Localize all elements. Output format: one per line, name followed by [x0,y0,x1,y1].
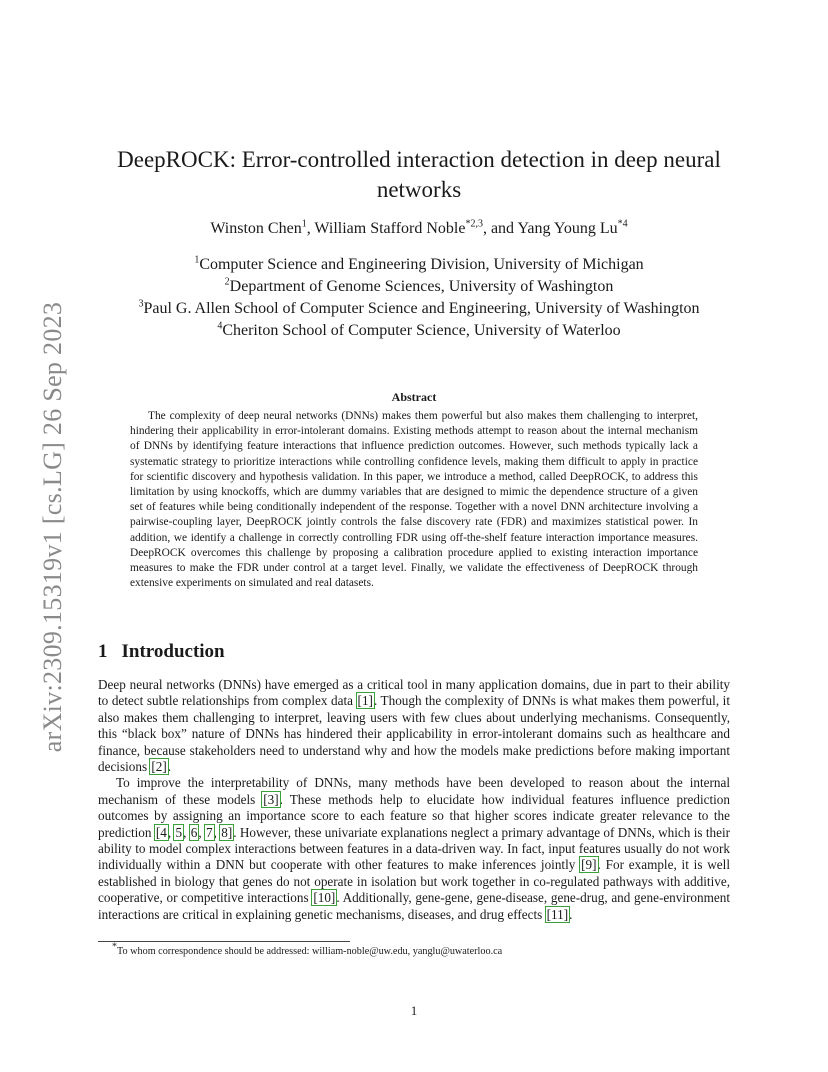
intro-paragraph-1 [98,677,730,775]
paragraph-text: Deep neural networks (DNNs) have emerged as a critical tool in many application domains, due in part to their ability to detect subtle relationships from complex data [98,677,730,709]
footnote-marker: * [112,941,117,953]
footnote [112,941,503,957]
author-name: Yang Young Lu [517,220,618,237]
footnote-rule [98,941,350,942]
paragraph-text: . However, these univariate explanations neglect a primary advantage of DNNs, which is their ability to model complex interactions between features in a data-driven way. In fact, input features usually do not work individually within a DNN but cooperate with other features to make inferences jointly [98,824,731,873]
abstract-body: The complexity of deep neural networks (DNNs) makes them powerful but also makes them challenging to interpret, hindering their applicability in error-intolerant domains. Existing methods attempt to reason about the internal mechanism of DNNs by identifying feature interactions that influence prediction outcomes. However, such methods typically lack a systematic strategy to prioritize interactions while controlling confidence levels, making them difficult to apply in practice for scientific discovery and hypothesis validation. In this paper, we introduce a method, called DeepROCK, to address this limitation by using knockoffs, which are dummy variables that are designed to mimic the dependence structure of a given set of features while being conditionally independent of the response. Together with a novel DNN architecture involving a pairwise-coupling layer, DeepROCK jointly controls the false discovery rate (FDR) and maximizes statistical power. In addition, we identify a challenge in correctly controlling FDR using off-the-shelf feature interaction importance measures. DeepROCK overcomes this challenge by proposing a calibration procedure applied to existing interaction importance measures to make the FDR under control at a target level. Finally, we validate the effectiveness of DeepROCK through extensive experiments on simulated and real datasets. [130,410,698,590]
affiliation-list [100,254,738,342]
affiliation-line [100,320,738,342]
affiliation-line [100,276,738,298]
page-number: 1 [410,1003,418,1018]
paragraph-text: . [167,759,172,775]
paragraph-text: , [213,824,221,840]
author-name: William Stafford Noble [314,220,466,237]
affiliation-marker: 1 [194,254,200,266]
paragraph-text: To improve the interpretability of DNNs, many methods have been developed to reason about the internal mechanism of these models [98,775,730,807]
introduction-body [98,677,730,923]
section-heading [98,641,225,663]
citation-link[interactable]: [2] [151,759,167,775]
footnote-text: To whom correspondence should be addressed: william-noble@uw.edu, yanglu@uwaterloo.ca [117,946,503,957]
affiliation-line [100,254,738,276]
citation-link[interactable]: [9] [581,857,597,873]
paragraph-text: , [167,824,175,840]
intro-paragraph-2 [98,775,730,923]
citation-link[interactable]: 5 [175,824,183,840]
citation-link[interactable]: [10] [313,890,336,906]
affiliation-line [100,298,738,320]
author-affiliation-marker: *4 [617,218,628,230]
affiliation-marker: 2 [224,276,230,288]
author-affiliation-marker: *2,3 [465,218,483,230]
paragraph-text: . For example, it is well established in biology that genes do not operate in isolation but work together in co-regulated pathways with additive, cooperative, or competitive interactions [98,857,730,906]
citation-link[interactable]: [1] [357,693,373,709]
affiliation-marker: 4 [217,320,223,332]
paragraph-text: . Additionally, gene-gene, gene-disease, gene-drug, and gene-environment interactions are critical in explaining genetic mechanisms, diseases, and drug effects [98,890,730,922]
author-name: Winston Chen [210,220,302,237]
affiliation-text: Cheriton School of Computer Science, University of Waterloo [222,322,621,339]
author-separator: , [306,220,315,237]
paper-title: DeepROCK: Error-controlled interaction detection in deep neural networks [117,147,721,202]
arxiv-stamp: arXiv:2309.15319v1 [cs.LG] 26 Sep 2023 [38,301,67,753]
section-title: Introduction [121,641,225,662]
citation-link[interactable]: 6 [190,824,198,840]
paragraph-text: . These methods help to elucidate how individual features influence prediction outcomes by assigning an importance score to each feature so that higher scores indicate greater relevance to the prediction [98,791,730,840]
citation-link[interactable]: [4 [155,824,167,840]
citation-link[interactable]: 8] [221,824,233,840]
paragraph-text: . [569,906,573,922]
paragraph-text: . Though the complexity of DNNs is what makes them powerful, it also makes them challenging to interpret, leaving users with few clues about underlying mechanisms. Consequently, this “black box” nature of DNNs has hindered their applicability in error-intolerant domains such as healthcare and finance, because stakeholders need to understand why and how the models make predictions before making important decisions [98,693,730,775]
author-list [100,220,738,238]
abstract-heading: Abstract [391,390,437,404]
paragraph-text: , [183,824,190,840]
affiliation-text: Paul G. Allen School of Computer Science and Engineering, University of Washington [143,300,700,317]
affiliation-text: Computer Science and Engineering Division, University of Michigan [199,256,644,273]
affiliation-marker: 3 [138,298,144,310]
citation-link[interactable]: [11] [546,906,569,922]
section-number: 1 [98,641,108,662]
author-separator: , and [482,220,518,237]
citation-link[interactable]: 7 [205,824,213,840]
citation-link[interactable]: [3] [263,791,279,807]
paragraph-text: , [198,824,205,840]
author-affiliation-marker: 1 [301,218,307,230]
affiliation-text: Department of Genome Sciences, University of Washington [229,278,614,295]
